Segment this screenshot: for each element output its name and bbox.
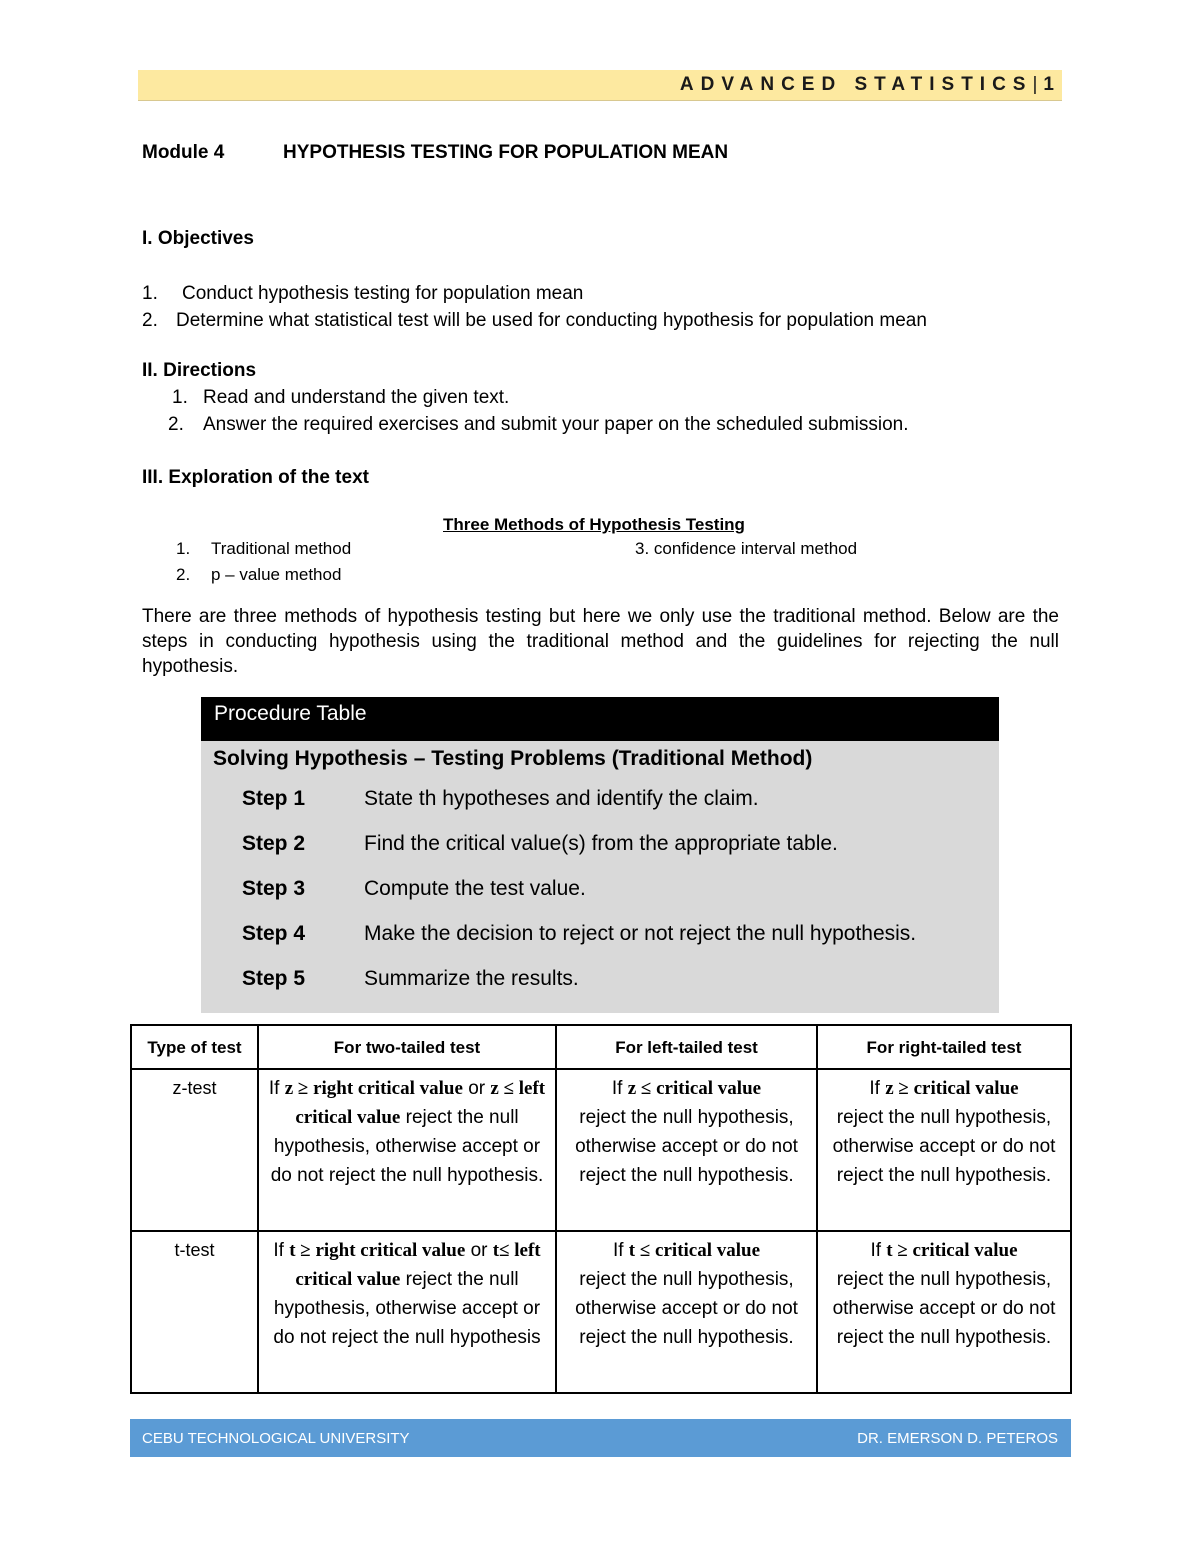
method-p-value: p – value method: [211, 565, 342, 584]
procedure-step: [201, 777, 999, 822]
column-header: For two-tailed test: [258, 1025, 556, 1069]
header-separator: |: [1032, 74, 1038, 95]
header-course-title: ADVANCED STATISTICS: [679, 74, 1033, 95]
rule-condition: z ≥ critical value: [885, 1078, 1019, 1099]
rule-condition: z ≤ left critical value: [295, 1078, 546, 1128]
procedure-step: [201, 912, 999, 957]
left-tailed-rule-cell: [556, 1231, 817, 1393]
rule-text: If: [611, 1078, 623, 1099]
rule-condition: t ≤ critical value: [628, 1240, 761, 1261]
procedure-step: [201, 867, 999, 912]
rule-text: or: [468, 1078, 486, 1099]
header-title: [680, 74, 1062, 96]
footer-author: DR. EMERSON D. PETEROS: [857, 1430, 1058, 1447]
rule-condition: t ≥ critical value: [886, 1240, 1018, 1261]
exploration-heading: III. Exploration of the text: [142, 467, 369, 488]
step-label: Step 1: [242, 787, 306, 810]
procedure-step: [201, 957, 999, 1002]
procedure-subtitle: Solving Hypothesis – Testing Problems (Traditional Method): [213, 747, 813, 770]
module-heading: [142, 142, 729, 164]
step-text: Compute the test value.: [364, 877, 586, 900]
two-tailed-rule-cell: [258, 1231, 556, 1393]
method-number: 1.: [176, 539, 191, 558]
procedure-step: [201, 822, 999, 867]
footer-university: CEBU TECHNOLOGICAL UNIVERSITY: [142, 1430, 410, 1447]
column-header: Type of test: [131, 1025, 258, 1069]
rule-condition: t≤ left critical value: [295, 1240, 541, 1290]
direction-item: Answer the required exercises and submit your paper on the scheduled submission.: [203, 414, 909, 435]
step-label: Step 4: [242, 922, 306, 945]
rule-text: reject the null hypothesis, otherwise accept or do not reject the null hypothesis.: [575, 1107, 798, 1186]
rule-text: If: [869, 1078, 880, 1099]
column-header: For right-tailed test: [817, 1025, 1071, 1069]
rejection-rules-table: [130, 1024, 1072, 1394]
rule-condition: z ≤ critical value: [627, 1078, 762, 1099]
procedure-table: [201, 697, 999, 1013]
method-confidence-interval: 3. confidence interval method: [635, 539, 858, 558]
step-label: Step 5: [242, 967, 306, 990]
objective-item: Conduct hypothesis testing for population mean: [182, 283, 584, 304]
rule-condition: t ≥ right critical value: [289, 1240, 466, 1261]
left-tailed-rule-cell: [556, 1069, 817, 1231]
module-title: HYPOTHESIS TESTING FOR POPULATION MEAN: [283, 142, 729, 163]
page-footer: [130, 1419, 1071, 1457]
rule-condition: z ≥ right critical value: [284, 1078, 463, 1099]
rule-text: reject the null hypothesis, otherwise accept or do not reject the null hypothesis.: [270, 1107, 544, 1186]
table-header-row: [131, 1025, 1071, 1069]
rule-text: reject the null hypothesis, otherwise accept or do not reject the null hypothesis.: [575, 1269, 798, 1348]
table-row: [131, 1069, 1071, 1231]
rule-text: or: [470, 1240, 488, 1261]
method-traditional: Traditional method: [211, 539, 352, 558]
step-text: State th hypotheses and identify the claim.: [364, 787, 759, 810]
right-tailed-rule-cell: [817, 1069, 1071, 1231]
rule-text: reject the null hypothesis, otherwise accept or do not reject the null hypothesis.: [832, 1107, 1056, 1186]
rule-text: If: [268, 1078, 280, 1099]
two-tailed-rule-cell: [258, 1069, 556, 1231]
direction-number: 1.: [172, 387, 188, 408]
direction-item: Read and understand the given text.: [203, 387, 510, 408]
test-type-cell: z-test: [131, 1069, 258, 1231]
directions-heading: II. Directions: [142, 360, 257, 381]
rule-text: reject the null hypothesis, otherwise accept or do not reject the null hypothesis.: [832, 1269, 1056, 1348]
step-text: Find the critical value(s) from the appropriate table.: [364, 832, 838, 855]
intro-paragraph: There are three methods of hypothesis testing but here we only use the traditional method. Below are the steps in conducting hypothesis using the traditional method and the guidelines for rejecting the null hypothesis.: [142, 606, 1059, 677]
page-number: 1: [1043, 74, 1054, 95]
objective-number: 2.: [142, 310, 158, 331]
rule-text: If: [273, 1240, 284, 1261]
rule-text: If: [870, 1240, 882, 1261]
step-label: Step 2: [242, 832, 306, 855]
rule-text: reject the null hypothesis, otherwise accept or do not reject the null hypothesis: [273, 1269, 541, 1348]
objective-item: Determine what statistical test will be used for conducting hypothesis for population mean: [176, 310, 927, 331]
step-text: Make the decision to reject or not reject the null hypothesis.: [364, 922, 917, 945]
test-type-cell: t-test: [131, 1231, 258, 1393]
methods-title: Three Methods of Hypothesis Testing: [443, 515, 745, 534]
step-label: Step 3: [242, 877, 306, 900]
right-tailed-rule-cell: [817, 1231, 1071, 1393]
step-text: Summarize the results.: [364, 967, 579, 990]
table-row: [131, 1231, 1071, 1393]
method-number: 2.: [176, 565, 191, 584]
page-header: [138, 70, 1062, 101]
procedure-table-header: Procedure Table: [201, 697, 999, 741]
column-header: For left-tailed test: [556, 1025, 817, 1069]
objectives-heading: I. Objectives: [142, 228, 254, 249]
objective-number: 1.: [142, 283, 158, 304]
direction-number: 2.: [168, 414, 184, 435]
rule-text: If: [612, 1240, 624, 1261]
module-label: Module 4: [142, 142, 225, 163]
